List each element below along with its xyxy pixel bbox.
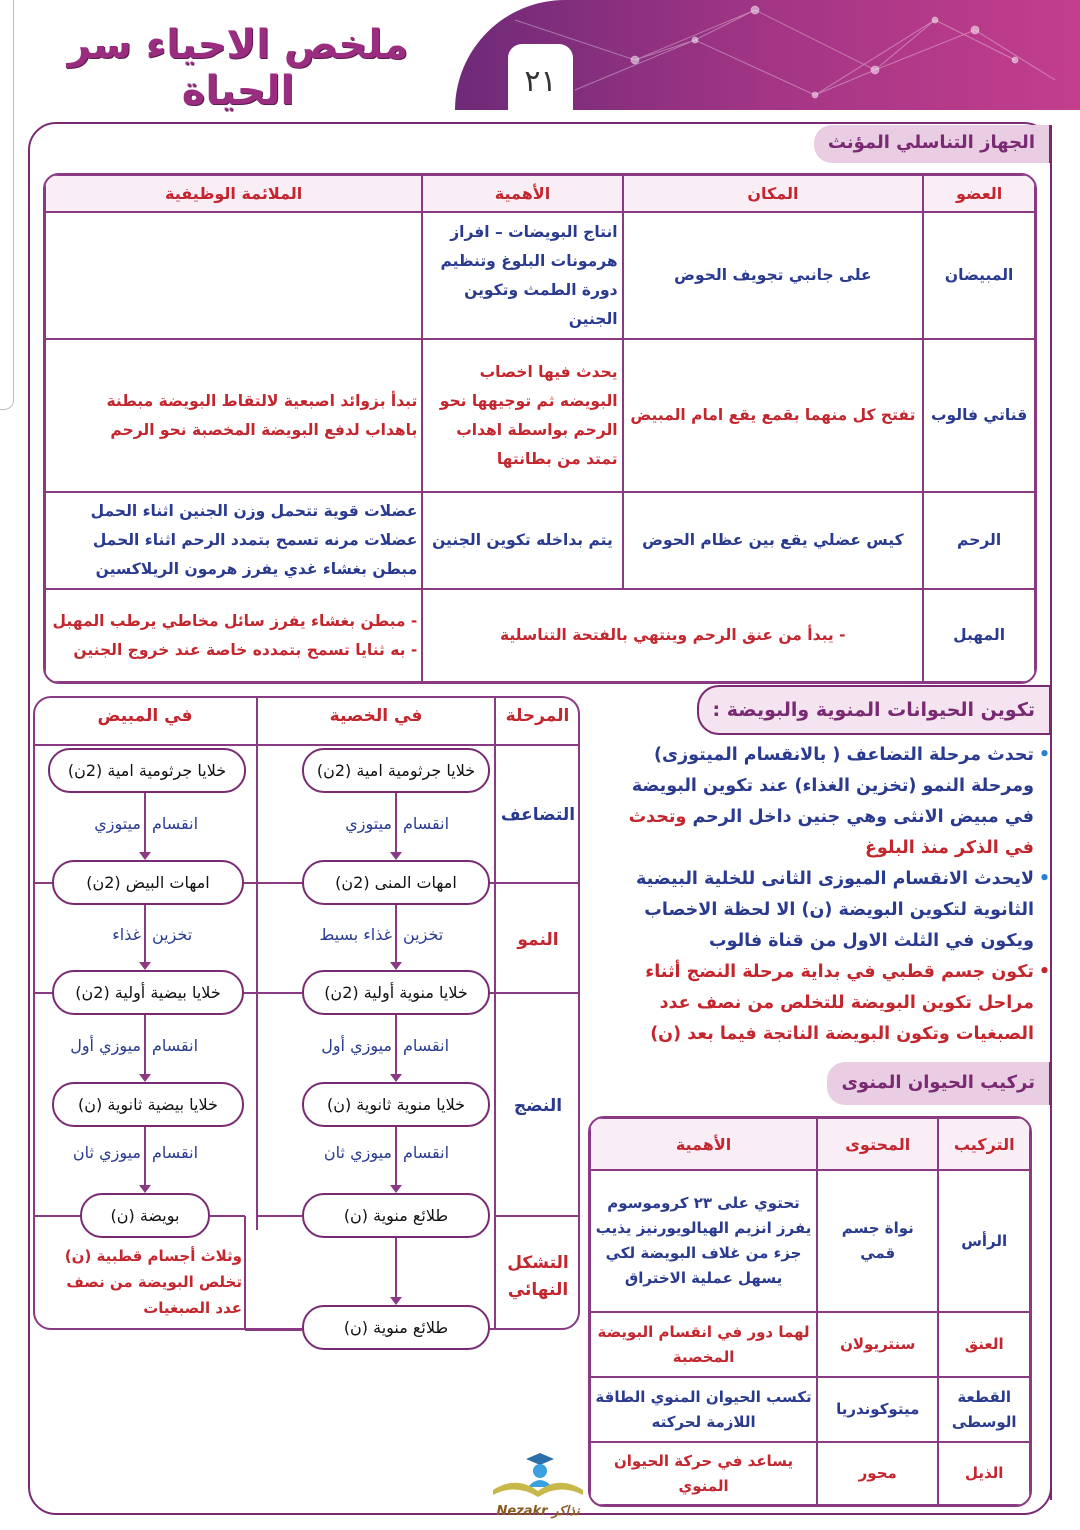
organ-cell: الرحم (923, 492, 1035, 589)
fitness-line: عضلات مرنه تسمح بتمدد الرحم اثناء الحمل (92, 531, 418, 549)
process-label: تخزين (152, 925, 193, 944)
process-label: انقسام (403, 1143, 450, 1162)
stage-label: النهائي (507, 1280, 569, 1300)
process-label: انقسام (403, 814, 450, 833)
bullet-text: تكون جسم قطبي في بداية مرحلة النضج أثناء مراحل تكوين البويضة للتخلص من نصف عدد الصبغيات وتكون البويضة الناتجة فيما بعد (ن) (645, 962, 1034, 1044)
stage-growth: النمو (517, 930, 559, 950)
nezakr-logo (488, 1445, 588, 1520)
fitness-line: عضلات قوية تتحمل وزن الجنين اثناء الحمل (90, 502, 418, 520)
place-cell: تفتح كل منهما بقمع يقع امام المبيض (623, 339, 924, 492)
testis-box: طلائع منوية (ن) (302, 1305, 490, 1350)
table-row (590, 1312, 1030, 1377)
organ-cell: قناتي فالوب (923, 339, 1035, 492)
sperm-structure-table (588, 1116, 1032, 1507)
importance-cell: يتم بداخله تكوين الجنين (422, 492, 622, 589)
importance-cell: لهما دور في انقسام البويضة المخصبة (590, 1312, 817, 1377)
ovary-box: خلايا بيضية أولية (2ن) (52, 970, 244, 1015)
bullet-dot: • (1038, 869, 1050, 889)
ovary-box: بويضة (ن) (80, 1193, 210, 1238)
process-label: انقسام (152, 1143, 199, 1162)
stage-label: التشكل (507, 1253, 569, 1273)
process-label: غذاء (112, 925, 141, 944)
part-cell: العنق (938, 1312, 1030, 1377)
part-cell: الذيل (938, 1442, 1030, 1505)
header-importance: الأهمية (422, 175, 622, 212)
process-label: ميوزي أول (321, 1036, 392, 1055)
organ-cell: المهبل (923, 589, 1035, 682)
importance-cell: يحدث فيها اخصاب البويضه ثم توجيهها نحو الرحم بواسطة اهداب تمتد من بطانتها (422, 339, 622, 492)
stage-multiplication: التضاعف (500, 805, 576, 825)
page-title: ملخص الاحياء سر الحياة (67, 22, 409, 114)
testis-box: خلايا منوية أولية (2ن) (302, 970, 490, 1015)
graduate-book-icon (488, 1445, 588, 1500)
gametogenesis-bullets (598, 740, 1050, 1050)
stage-maturation: النضج (513, 1096, 563, 1116)
section-title-female-system: الجهاز التناسلي المؤنث (814, 125, 1052, 163)
bullet-item (598, 957, 1050, 1050)
flow-header-ovary: في المبيض (97, 706, 193, 726)
process-label: غذاء بسيط (319, 925, 392, 944)
bullet-dot: • (1038, 962, 1050, 982)
bullet-text: لايحدث الانقسام الميوزى الثانى للخلية البيضية الثانوية لتكوين البويضة (ن) الا لحظة الاخصاب ويكون في الثلث الاول من قناة فالوب (636, 869, 1034, 951)
process-label: تخزين (403, 925, 444, 944)
importance-cell: انتاج البويضات – افراز هرمونات البلوغ وتنظيم دورة الطمث وتكوين الجنين (422, 212, 622, 339)
process-label: ميتوزي (345, 814, 392, 833)
process-label: ميوزي ثان (323, 1143, 392, 1162)
testis-box: خلايا جرثومية امية (2ن) (302, 748, 490, 793)
process-label: ميوزي أول (70, 1036, 141, 1055)
fitness-cell: تبدأ بزوائد اصبعية لالتقاط البويضة مبطنة باهداب لدفع البويضة المخصبة نحو الرحم (45, 339, 422, 492)
flow-header-testis: في الخصية (329, 706, 423, 726)
table-row (590, 1442, 1030, 1505)
fitness-line: - به ثنايا تسمح بتمدده خاصة عند خروج الجنين (73, 640, 418, 659)
ovary-box: خلايا بيضية ثانوية (ن) (52, 1082, 244, 1127)
importance-cell: يساعد في حركة الحيوان المنوي (590, 1442, 817, 1505)
importance-cell: تكسب الحيوان المنوي الطاقة اللازمة لحركته (590, 1377, 817, 1442)
place-cell: كيس عضلي يقع بين عظام الحوض (623, 492, 924, 589)
content-cell: نواة جسم قمي (817, 1170, 938, 1312)
process-label: انقسام (152, 1036, 199, 1055)
page-number: ٢١ (508, 44, 573, 114)
testis-box: طلائع منوية (ن) (302, 1193, 490, 1238)
header-part: التركيب (938, 1118, 1030, 1170)
content-cell: سنتريولان (817, 1312, 938, 1377)
bullet-text-highlight: وتحدث في الذكر منذ البلوغ (628, 807, 1034, 858)
bullet-item (598, 740, 1050, 864)
flow-header-stage: المرحلة (505, 706, 570, 726)
process-label: انقسام (403, 1036, 450, 1055)
ovary-box: امهات البيض (2ن) (52, 860, 244, 905)
header-importance: الأهمية (590, 1118, 817, 1170)
organ-cell: المبيضان (923, 212, 1035, 339)
place-importance-cell: - يبدأ من عنق الرحم وينتهي بالفتحة التناسلية (422, 589, 923, 682)
table-row (590, 1170, 1030, 1312)
bullet-text: تحدث مرحلة التضاعف ( بالانقسام الميتوزى) ومرحلة النمو (تخزين الغذاء) عند تكوين البويضة في مبيض الانثى وهي جنين داخل الرحم (631, 745, 1034, 827)
ovary-box: خلايا جرثومية امية (2ن) (48, 748, 246, 793)
header-place: المكان (623, 175, 924, 212)
header-content: المحتوى (817, 1118, 938, 1170)
header-fitness: الملائمة الوظيفية (45, 175, 422, 212)
bullet-dot: • (1038, 745, 1050, 765)
process-label: ميتوزي (94, 814, 141, 833)
process-label: ميوزي ثان (72, 1143, 141, 1162)
place-cell: على جانبي تجويف الحوض (623, 212, 924, 339)
testis-box: امهات المنى (2ن) (302, 860, 490, 905)
part-cell: القطعة الوسطى (938, 1377, 1030, 1442)
content-cell: ميتوكوندريا (817, 1377, 938, 1442)
section-title-sperm-structure: تركيب الحيوان المنوى (827, 1062, 1052, 1105)
fitness-line: - مبطن بغشاء يفرز سائل مخاطي يرطب المهبل (52, 611, 418, 630)
bullet-item (598, 864, 1050, 957)
stage-final-formation (498, 1250, 578, 1304)
importance-cell: تحتوي على ٢٣ كروموسوم يفرز انزيم الهيالويورنيز يذيب جزء من غلاف البويضة لكي يسهل عملية الاختراق (590, 1170, 817, 1312)
logo-text: Nezakr نذاكر (496, 1504, 580, 1519)
part-cell: الرأس (938, 1170, 1030, 1312)
polar-bodies-note: وثلاث أجسام قطبية (ن) تخلص البويضة من نصف عدد الصبغيات (64, 1247, 242, 1317)
testis-box: خلايا منوية ثانوية (ن) (302, 1082, 490, 1127)
section-title-gametogenesis: تكوين الحيوانات المنوية والبويضة : (697, 685, 1052, 735)
process-label: انقسام (152, 814, 199, 833)
fitness-line: مبطن بغشاء غدي يفرز هرمون الريلاكسين (95, 560, 418, 578)
content-cell: محور (817, 1442, 938, 1505)
header-organ: العضو (923, 175, 1035, 212)
table-row (590, 1377, 1030, 1442)
